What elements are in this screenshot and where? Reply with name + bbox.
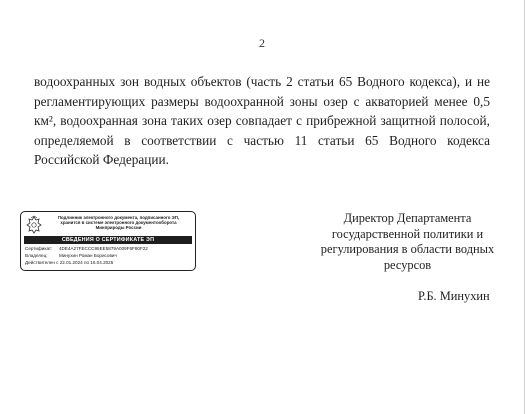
stamp-header-line: хранится в системе электронного документооборота bbox=[60, 220, 177, 226]
electronic-signature-stamp bbox=[20, 211, 196, 271]
validity-row: Действителен с 22.01.2024 по 16.04.2025 bbox=[25, 260, 114, 265]
certificate-label: Сертификат: bbox=[25, 246, 53, 251]
certificate-row bbox=[25, 246, 192, 252]
stamp-header-line: Минприроды России bbox=[95, 225, 142, 231]
position-line: ресурсов bbox=[383, 257, 432, 272]
certificate-value: 4DE4A27FECCC95EE5879A009F6F80F22 bbox=[59, 246, 148, 251]
position-line: Директор Департамента bbox=[343, 211, 472, 225]
stamp-header-line: Подлинник электронного документа, подписанного ЭП, bbox=[57, 215, 180, 220]
owner-label: Владелец: bbox=[25, 253, 48, 258]
stamp-title-bar: СВЕДЕНИЯ О СЕРТИФИКАТЕ ЭП bbox=[24, 236, 192, 244]
body-text bbox=[34, 72, 490, 170]
page-number: 2 bbox=[259, 36, 265, 50]
body-paragraph-rest: регламентирующих размеры водоохранной зоны озер с акваторией менее 0,5 км², водоохранная зона таких озер совпадает с прибрежной защитной полосой, определяемой в соответствии с частью 11 статьи 65 Водного кодекса Российской Федерации. bbox=[34, 93, 490, 168]
body-paragraph-line-1: водоохранных зон водных объектов (часть 2 статьи 65 Водного кодекса), и не bbox=[34, 74, 490, 89]
owner-row bbox=[25, 253, 192, 259]
signatory-name: Р.Б. Минухин bbox=[418, 289, 490, 303]
coat-of-arms-icon bbox=[25, 215, 43, 235]
owner-value: Минухин Роман Борисович bbox=[59, 253, 117, 258]
stamp-header bbox=[45, 215, 192, 230]
signatory-position bbox=[300, 211, 515, 273]
position-line: государственной политики и bbox=[331, 226, 484, 241]
position-line: регулирования в области водных bbox=[320, 242, 495, 256]
